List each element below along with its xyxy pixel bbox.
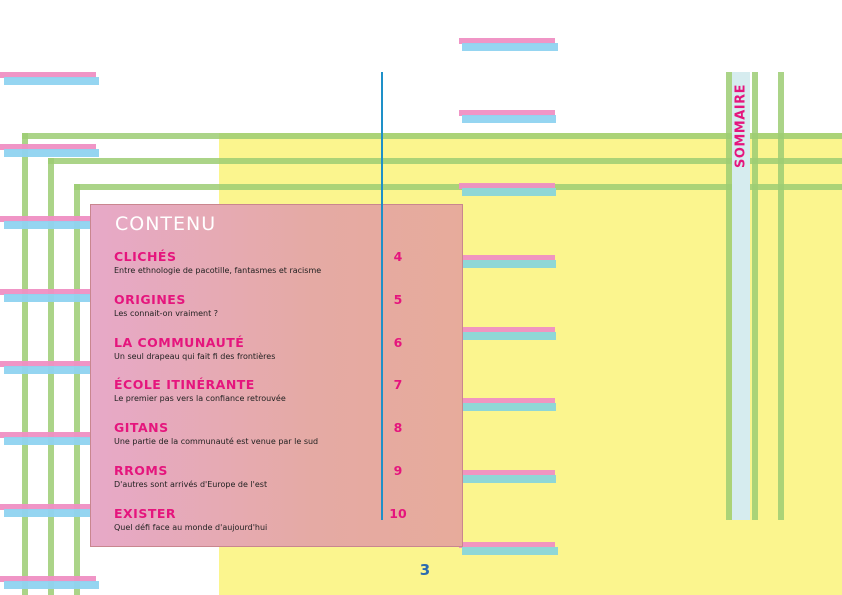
toc-entry-subtitle: Le premier pas vers la confiance retrouvée (114, 394, 286, 403)
green-stripe (74, 184, 80, 595)
toc-entry-subtitle: D'autres sont arrivés d'Europe de l'est (114, 480, 268, 489)
green-stripe (778, 72, 784, 520)
toc-entry-subtitle: Une partie de la communauté est venue par le sud (114, 437, 319, 446)
toc-entry-page: 10 (389, 506, 407, 521)
toc-entry-title: CLICHÉS (114, 249, 177, 264)
toc-entry-page: 8 (393, 420, 403, 435)
contents-heading: CONTENU (115, 213, 217, 235)
dash-mark (4, 509, 99, 517)
toc-entry-title: GITANS (114, 420, 169, 435)
toc-entry-subtitle: Un seul drapeau qui fait fi des frontières (114, 352, 276, 361)
dash-mark (4, 149, 99, 157)
toc-entry-title: LA COMMUNAUTÉ (114, 335, 245, 350)
dash-mark (4, 221, 99, 229)
dash-mark (4, 77, 99, 85)
toc-entry-title: EXISTER (114, 506, 177, 521)
dash-mark (462, 547, 558, 555)
sommaire-label: SOMMAIRE (733, 83, 749, 169)
toc-entry-title: ÉCOLE ITINÉRANTE (114, 377, 255, 392)
toc-entry-title: RROMS (114, 463, 168, 478)
toc-entry-subtitle: Les connait-on vraiment ? (114, 309, 219, 318)
toc-entry-subtitle: Entre ethnologie de pacotille, fantasmes et racisme (114, 266, 322, 275)
dash-mark (462, 403, 556, 411)
toc-entry-page: 4 (393, 249, 403, 264)
toc-entry-page: 6 (393, 335, 403, 350)
dash-mark (4, 581, 99, 589)
green-stripe (752, 72, 758, 520)
dash-mark (462, 115, 556, 123)
toc-entry-page: 7 (393, 377, 403, 392)
green-stripe (48, 158, 842, 164)
dash-mark (4, 366, 99, 374)
dash-mark (462, 475, 556, 483)
dash-mark (462, 260, 556, 268)
toc-entry-title: ORIGINES (114, 292, 186, 307)
dash-mark (4, 294, 99, 302)
dash-mark (462, 332, 556, 340)
toc-entry-subtitle: Quel défi face au monde d'aujourd'hui (114, 523, 268, 532)
page-number: 3 (419, 561, 431, 579)
green-stripe (22, 133, 842, 139)
dash-mark (462, 43, 558, 51)
toc-entry-page: 5 (393, 292, 403, 307)
dash-mark (462, 188, 556, 196)
dash-mark (4, 437, 99, 445)
toc-entry-page: 9 (393, 463, 403, 478)
